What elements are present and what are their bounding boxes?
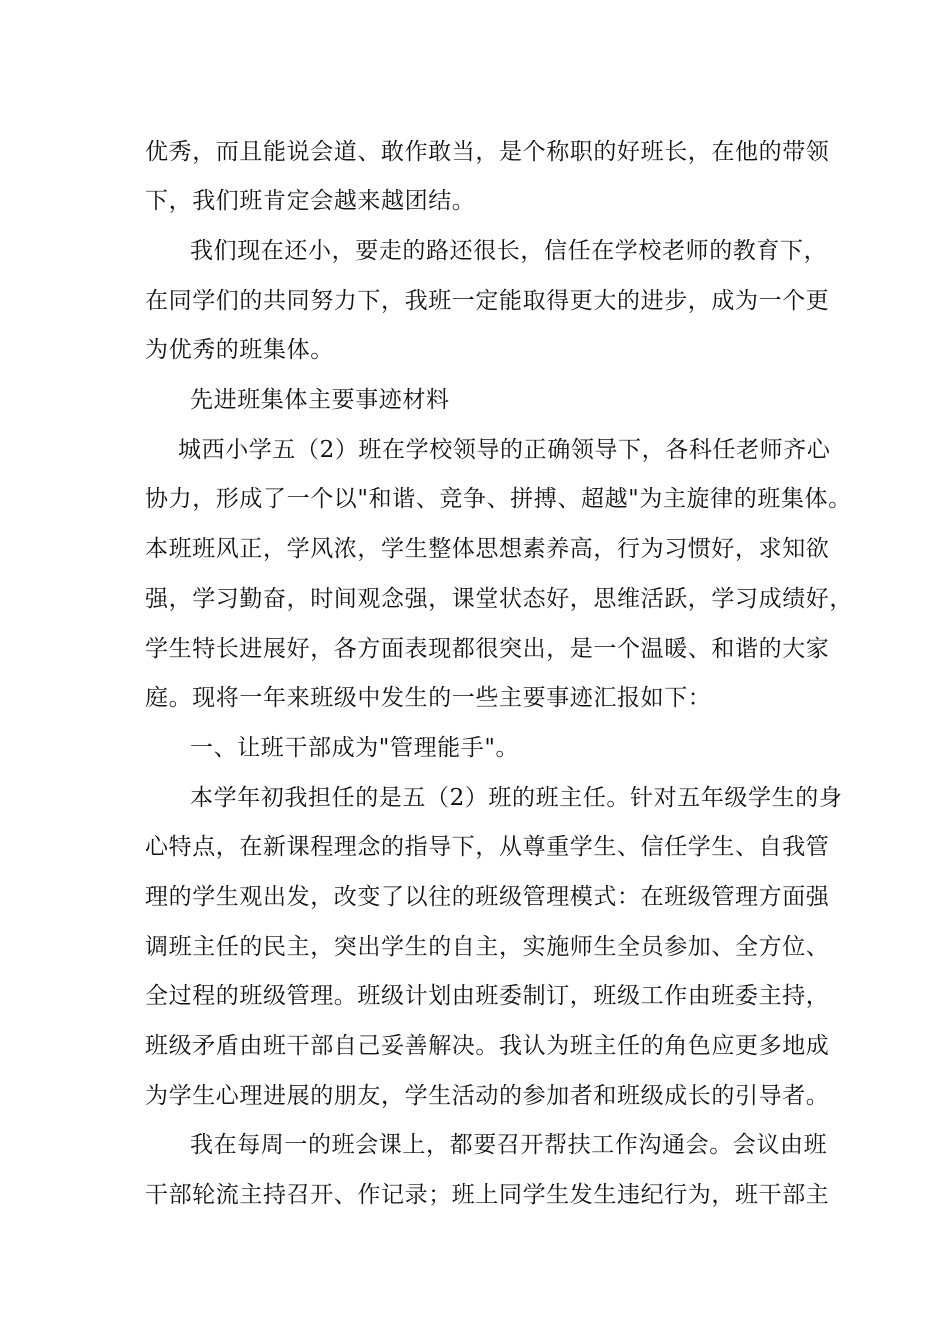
text-line-16: 理的学生观出发，改变了以往的班级管理模式：在班级管理方面强 <box>145 884 830 910</box>
text-line-3: 我们现在还小，要走的路还很长，信任在学校老师的教育下， <box>190 238 828 264</box>
text-line-4: 在同学们的共同努力下，我班一定能取得更大的进步，成为一个更 <box>145 288 830 314</box>
text-line-1: 优秀，而且能说会道、敢作敢当，是个称职的好班长，在他的带领 <box>145 139 830 165</box>
text-line-14: 本学年初我担任的是五（2）班的班主任。针对五年级学生的身 <box>190 785 843 811</box>
text-line-7: 城西小学五（2）班在学校领导的正确领导下，各科任老师齐心 <box>178 437 831 463</box>
text-line-5: 为优秀的班集体。 <box>145 337 334 363</box>
text-line-17: 调班主任的民主，突出学生的自主，实施师生全员参加、全方位、 <box>145 934 830 960</box>
section-title: 先进班集体主要事迹材料 <box>190 387 450 413</box>
text-line-9: 本班班风正，学风浓，学生整体思想素养高，行为习惯好，求知欲 <box>145 536 830 562</box>
text-line-20: 为学生心理进展的朋友，学生活动的参加者和班级成长的引导者。 <box>145 1083 830 1109</box>
text-line-22: 干部轮流主持召开、作记录；班上同学生发生违纪行为，班干部主 <box>145 1182 830 1208</box>
text-line-15: 心特点，在新课程理念的指导下，从尊重学生、信任学生、自我管 <box>145 834 830 860</box>
text-line-18: 全过程的班级管理。班级计划由班委制订，班级工作由班委主持， <box>145 983 830 1009</box>
text-line-8: 协力，形成了一个以"和谐、竞争、拼搏、超越"为主旋律的班集体。 <box>145 486 852 512</box>
text-line-2: 下，我们班肯定会越来越团结。 <box>145 188 476 214</box>
text-line-12: 庭。现将一年来班级中发生的一些主要事迹汇报如下： <box>145 685 712 711</box>
text-line-11: 学生特长进展好，各方面表现都很突出，是一个温暖、和谐的大家 <box>145 636 830 662</box>
text-line-10: 强，学习勤奋，时间观念强，课堂状态好，思维活跃，学习成绩好， <box>145 586 853 612</box>
text-line-19: 班级矛盾由班干部自己妥善解决。我认为班主任的角色应更多地成 <box>145 1033 830 1059</box>
text-line-21: 我在每周一的班会课上，都要召开帮扶工作沟通会。会议由班 <box>190 1132 828 1158</box>
heading-section-1: 一、让班干部成为"管理能手"。 <box>190 735 520 761</box>
